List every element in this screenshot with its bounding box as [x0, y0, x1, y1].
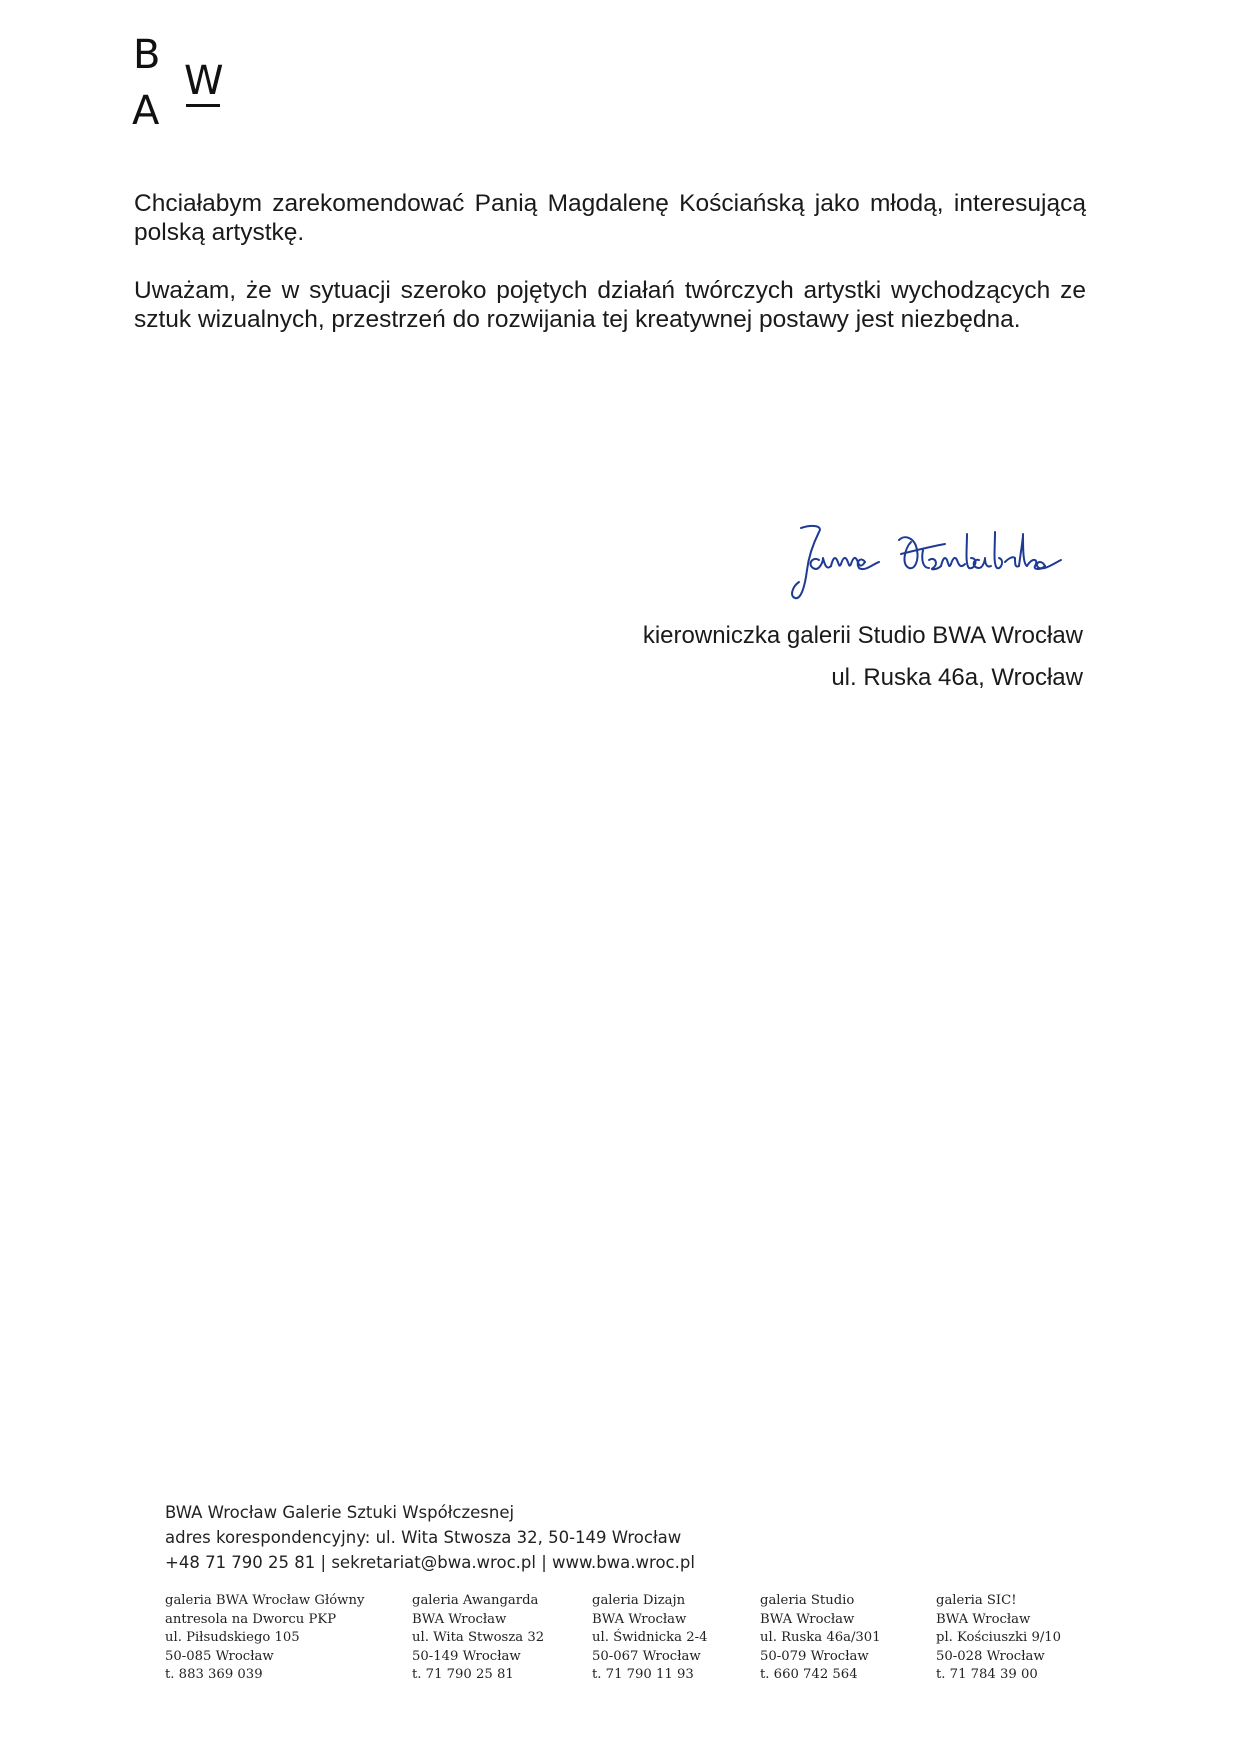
gallery-line: ul. Ruska 46a/301 — [760, 1630, 881, 1645]
gallery-line: ul. Wita Stwosza 32 — [412, 1630, 545, 1645]
logo-letter-w: W — [184, 58, 224, 104]
gallery-line: t. 883 369 039 — [165, 1667, 263, 1682]
gallery-line: galeria Studio — [760, 1593, 855, 1608]
footer-contact: +48 71 790 25 81 | sekretariat@bwa.wroc.pl | www.bwa.wroc.pl — [165, 1553, 695, 1572]
logo-letter-a: A — [132, 88, 160, 134]
signer-block — [643, 615, 1083, 699]
gallery-line: 50-028 Wrocław — [936, 1648, 1045, 1664]
letter-paragraph-1: Chciałabym zarekomendować Panią Magdalenę Kościańską jako młodą, interesującą polską artystkę. — [134, 190, 1086, 246]
logo-letter-b: B — [133, 32, 161, 78]
letter-body — [134, 189, 1086, 363]
gallery-line: 50-149 Wrocław — [412, 1648, 521, 1664]
gallery-line: 50-067 Wrocław — [592, 1648, 701, 1664]
signer-address: ul. Ruska 46a, Wrocław — [831, 664, 1083, 691]
gallery-line: t. 71 784 39 00 — [936, 1667, 1038, 1682]
gallery-line: t. 71 790 25 81 — [412, 1667, 514, 1682]
gallery-line: ul. Piłsudskiego 105 — [165, 1630, 300, 1645]
gallery-line: galeria Dizajn — [592, 1593, 686, 1608]
gallery-awangarda — [412, 1592, 544, 1685]
gallery-dizajn — [592, 1592, 707, 1685]
gallery-line: 50-079 Wrocław — [760, 1648, 869, 1664]
gallery-line: BWA Wrocław — [936, 1611, 1031, 1627]
gallery-line: ul. Świdnicka 2-4 — [592, 1630, 708, 1645]
gallery-line: t. 71 790 11 93 — [592, 1667, 694, 1682]
gallery-line: 50-085 Wrocław — [165, 1648, 274, 1664]
footer-main — [165, 1500, 1085, 1575]
gallery-glowny — [165, 1592, 364, 1685]
bwa-logo — [133, 30, 243, 140]
footer-correspondence: adres korespondencyjny: ul. Wita Stwosza 32, 50-149 Wrocław — [165, 1528, 682, 1547]
footer-org-name: BWA Wrocław Galerie Sztuki Współczesnej — [165, 1503, 515, 1522]
gallery-sic — [936, 1592, 1061, 1685]
gallery-line: galeria SIC! — [936, 1593, 1017, 1608]
gallery-line: t. 660 742 564 — [760, 1667, 858, 1682]
gallery-line: pl. Kościuszki 9/10 — [936, 1630, 1062, 1645]
gallery-line: antresola na Dworcu PKP — [165, 1611, 337, 1627]
signer-position: kierowniczka galerii Studio BWA Wrocław — [642, 622, 1083, 649]
gallery-line: galeria Awangarda — [412, 1593, 539, 1608]
logo-underline — [186, 104, 220, 107]
gallery-line: galeria BWA Wrocław Główny — [165, 1593, 365, 1608]
handwritten-signature — [783, 520, 1083, 610]
letterhead-footer — [165, 1500, 1085, 1682]
gallery-studio — [760, 1592, 881, 1685]
gallery-line: BWA Wrocław — [760, 1611, 855, 1627]
gallery-list — [165, 1592, 1085, 1692]
letter-paragraph-2: Uważam, że w sytuacji szeroko pojętych działań twórczych artystki wychodzących ze sztuk wizualnych, przestrzeń do rozwijania tej kreatywnej postawy jest niezbędna. — [134, 277, 1086, 333]
gallery-line: BWA Wrocław — [412, 1611, 507, 1627]
gallery-line: BWA Wrocław — [592, 1611, 687, 1627]
